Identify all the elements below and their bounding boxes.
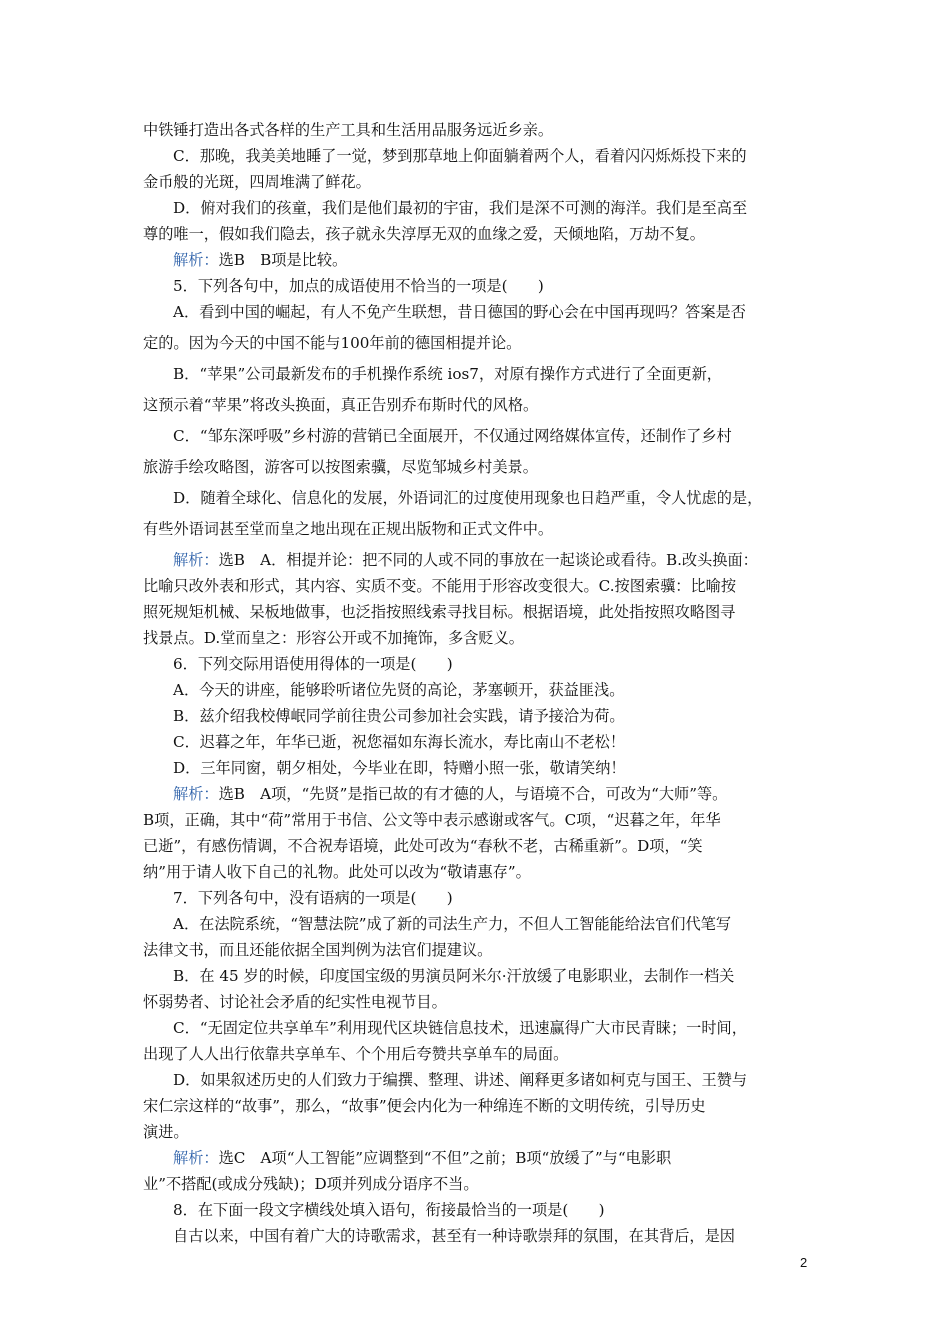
dotted-char: 骥 <box>371 454 386 480</box>
option-a: A．在法院系统，“智慧法院”成了新的司法生产力，不但人工智能能给法官们代笔写 <box>173 915 732 933</box>
text-line <box>143 516 813 542</box>
document-body <box>143 117 813 1249</box>
option-d: D．随着全球化、信息化的发展，外语词汇的过度使用现象也日趋严重，令人忧虑的是， <box>173 489 763 507</box>
option-d: D．三年同窗，朝夕相处，今毕业在即，特赠小照一张，敬请笑纳！ <box>173 759 626 777</box>
text-line <box>143 454 813 480</box>
analysis-label: 解析： <box>173 785 219 803</box>
text-line: 自古以来，中国有着广大的诗歌需求，甚至有一种诗歌崇拜的氛围，在其背后，是因 <box>173 1227 735 1245</box>
text-line: 演进。 <box>143 1123 189 1141</box>
dotted-char: 论 <box>491 330 506 356</box>
text-line: 法律文书，而且还能依据全国判例为法官们提建议。 <box>143 941 493 959</box>
text-line: 业”不搭配(或成分残缺)；D项并列成分语序不当。 <box>143 1175 479 1193</box>
analysis-text: 选B A项，“先贤”是指已故的有才德的人，与语境不合，可改为“大师”等。 <box>218 785 728 803</box>
dotted-char: 按 <box>325 454 340 480</box>
dotted-char: 图 <box>340 454 355 480</box>
text-line: 找景点。D.堂而皇之：形容公开或不加掩饰，多含贬义。 <box>143 629 524 647</box>
analysis-text: 选B B项是比较。 <box>218 251 348 269</box>
text-segment: ，尽览邹城乡村美景。 <box>386 458 538 476</box>
question-7: 7．下列各句中，没有语病的一项是( ) <box>173 889 453 907</box>
option-d: D．俯对我们的孩童，我们是他们最初的宇宙，我们是深不可测的海洋。我们是至高至 <box>173 199 748 217</box>
dotted-char: 相 <box>445 330 460 356</box>
analysis-text: 选B A．相提并论：把不同的人或不同的事放在一起谈论或看待。B.改头换面： <box>218 551 758 569</box>
dotted-char: 之 <box>295 516 310 542</box>
text-line: 纳”用于请人收下自己的礼物。此处可以改为“敬请惠存”。 <box>143 863 531 881</box>
analysis-7 <box>143 1145 813 1171</box>
option-b: B．兹介绍我校傅岷同学前往贵公司参加社会实践，请予接洽为荷。 <box>173 707 625 725</box>
text-segment: 旅游手绘攻略图，游客可以 <box>143 458 326 476</box>
text-line: 已逝”，有感伤情调，不合祝寿语境，此处可改为“春秋不老，古稀重新”。D项，“笑 <box>143 837 703 855</box>
question-5: 5．下列各句中，加点的成语使用不恰当的一项是( ) <box>173 277 544 295</box>
text-segment: 。 <box>506 334 522 352</box>
option-c: C．“邹东深呼吸”乡村游的营销已全面展开，不仅通过网络媒体宣传，还制作了乡村 <box>173 427 732 445</box>
dotted-char: 换 <box>295 392 310 418</box>
option-a: A．看到中国的崛起，有人不免产生联想，昔日德国的野心会在中国再现吗？答案是否 <box>173 303 746 321</box>
text-line: 中铁锤打造出各式各样的生产工具和生活用品服务远近乡亲。 <box>143 121 554 139</box>
page-number: 2 <box>800 1255 808 1270</box>
dotted-char: 堂 <box>249 516 264 542</box>
option-c: C．迟暮之年，年华已逝，祝您福如东海长流水，寿比南山不老松！ <box>173 733 626 751</box>
text-line <box>143 330 813 356</box>
option-c: C．那晚，我美美地睡了一觉，梦到那草地上仰面躺着两个人，看着闪闪烁烁投下来的 <box>173 147 747 165</box>
analysis-6 <box>143 781 813 807</box>
text-line: 尊的唯一，假如我们隐去，孩子就永失淳厚无双的血缘之爱，天倾地陷，万劫不复。 <box>143 225 705 243</box>
text-line: 照死规矩机械、呆板地做事，也泛指按照线索寻找目标。根据语境，此处指按照攻略图寻 <box>143 603 736 621</box>
text-line: 出现了人人出行依靠共享单车、个个用后夸赞共享单车的局面。 <box>143 1045 569 1063</box>
option-b: B．在 45 岁的时候，印度国宝级的男演员阿米尔·汗放缓了电影职业，去制作一档关 <box>173 967 735 985</box>
text-line: 怀弱势者、讨论社会矛盾的纪实性电视节目。 <box>143 993 447 1011</box>
dotted-char: 皇 <box>280 516 295 542</box>
option-c: C．“无固定位共享单车”利用现代区块链信息技术，迅速赢得广大市民青睐；一时间， <box>173 1019 747 1037</box>
dotted-char: 改 <box>265 392 280 418</box>
text-segment: 有些外语词甚至 <box>143 520 250 538</box>
question-6: 6．下列交际用语使用得体的一项是( ) <box>173 655 453 673</box>
dotted-char: 并 <box>476 330 491 356</box>
option-b: B．“苹果”公司最新发布的手机操作系统 ios7，对原有操作方式进行了全面更新， <box>173 365 722 383</box>
dotted-char: 而 <box>265 516 280 542</box>
text-line <box>143 392 813 418</box>
text-line: 金币般的光斑，四周堆满了鲜花。 <box>143 173 371 191</box>
analysis-4 <box>143 247 813 273</box>
text-line: 比喻只改外表和形式，其内容、实质不变。不能用于形容改变很大。C.按图索骥：比喻按 <box>143 577 737 595</box>
option-a: A．今天的讲座，能够聆听诸位先贤的高论，茅塞顿开，获益匪浅。 <box>173 681 625 699</box>
dotted-char: 面 <box>310 392 325 418</box>
question-8: 8．在下面一段文字横线处填入语句，衔接最恰当的一项是( ) <box>173 1201 605 1219</box>
analysis-text: 选C A项“人工智能”应调整到“不但”之前；B项“放缓了”与“电影职 <box>218 1149 672 1167</box>
text-line: B项，正确，其中“荷”常用于书信、公文等中表示感谢或客气。C项，“迟暮之年，年华 <box>143 811 721 829</box>
text-segment: ，真正告别乔布斯时代的风格。 <box>325 396 539 414</box>
dotted-char: 提 <box>461 330 476 356</box>
option-d: D．如果叙述历史的人们致力于编撰、整理、讲述、阐释更多诸如柯克与国王、王赞与 <box>173 1071 748 1089</box>
text-segment: 地出现在正规出版物和正式文件中。 <box>310 520 554 538</box>
analysis-label: 解析： <box>173 1149 219 1167</box>
analysis-label: 解析： <box>173 551 219 569</box>
dotted-char: 头 <box>280 392 295 418</box>
analysis-label: 解析： <box>173 251 219 269</box>
dotted-char: 索 <box>356 454 371 480</box>
text-segment: 这预示着“苹果”将 <box>143 396 265 414</box>
analysis-5 <box>143 547 813 573</box>
text-segment: 定的。因为今天的中国不能与100年前的德国 <box>143 334 446 352</box>
text-line: 宋仁宗这样的“故事”，那么，“故事”便会内化为一种绵连不断的文明传统，引导历史 <box>143 1097 706 1115</box>
